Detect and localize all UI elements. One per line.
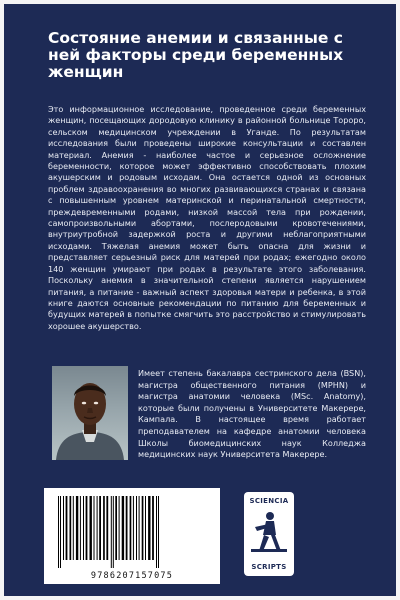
barcode-bar (103, 496, 105, 560)
barcode-bar (152, 496, 154, 560)
barcode-bar (119, 496, 120, 560)
barcode-bar (136, 496, 137, 560)
barcode-bars (52, 496, 212, 568)
barcode-bar (58, 496, 59, 568)
isbn-barcode (44, 488, 220, 584)
barcode-bar (158, 496, 159, 568)
barcode-bar (142, 496, 144, 560)
barcode-bar (126, 496, 128, 560)
barcode-bar (113, 496, 114, 568)
barcode-bar (133, 496, 134, 560)
barcode-bar (115, 496, 117, 560)
scribe-figure-icon (249, 509, 289, 555)
barcode-bar (90, 496, 92, 560)
back-cover (4, 4, 396, 596)
barcode-bar (156, 496, 157, 568)
book-title: Состояние анемии и связанные с ней факторы среди беременных женщин (48, 29, 344, 81)
author-bio: Имеет степень бакалавра сестринского дела (BSN), магистра общественного питания (MPHN) и магистра анатомии человека (MSc. Anatomy), которые были получены в Университете Макерере, Кампала. В настоящее время работает преподавателем на кафедре анатомии человека Школы биомедицинских наук Колледжа медицинских наук Университета Макерере. (138, 368, 366, 460)
barcode-bar (86, 496, 88, 560)
publisher-logo (244, 492, 294, 576)
author-photo (52, 366, 128, 460)
author-portrait-icon (52, 366, 128, 460)
barcode-bar (106, 496, 108, 560)
publisher-name-top: SCIENCIA (249, 497, 289, 505)
barcode-bar (70, 496, 72, 560)
barcode-bar (139, 496, 140, 560)
barcode-bar (73, 496, 74, 560)
barcode-bar (83, 496, 84, 560)
barcode-bar (99, 496, 101, 560)
barcode-bar (76, 496, 78, 560)
barcode-bar (60, 496, 61, 568)
barcode-bar (145, 496, 146, 560)
barcode-bar (80, 496, 81, 560)
barcode-bar (148, 496, 150, 560)
barcode-bar (97, 496, 98, 560)
isbn-number: 9786207157075 (90, 571, 174, 581)
barcode-bar (66, 496, 68, 560)
publisher-name-bottom: SCRIPTS (251, 563, 287, 571)
barcode-bar (111, 496, 112, 568)
book-description: Это информационное исследование, проведенное среди беременных женщин, посещающих дородовую клинику в районной больнице Тороро, сельском медицинском учреждении в Уганде. По результатам исследования были проведены широкие консультации и составлен материал. Анемия - наиболее частое и серьезное осложнение беременности, которое может эффективно способствовать плохим акушерским и родовым исходам. Она остается одной из основных проблем здравоохранения во многих развивающихся странах и связана с повышенным уровнем материнской и перинатальной смертности, преждевременными родами, низкой массой тела при рождении, самопроизвольными абортами, послеродовыми кровотечениями, внутриутробной задержкой роста и другими неблагоприятными исходами. Тяжелая анемия может быть опасна для жизни и представляет серьезный риск для матерей при родах; ежегодно около 140 женщин умирают при родах в результате этого заболевания. Поскольку анемия в значительной степени является нарушением питания, а питание - важный аспект здоровья матери и ребенка, в этой книге даются основные рекомендации по питанию для беременных и будущих матерей в попытке смягчить это расстройство и стимулировать хорошее акушерство. (48, 104, 366, 331)
barcode-bar (63, 496, 64, 560)
barcode-bar (122, 496, 124, 560)
barcode-bar (94, 496, 95, 560)
barcode-bar (130, 496, 132, 560)
